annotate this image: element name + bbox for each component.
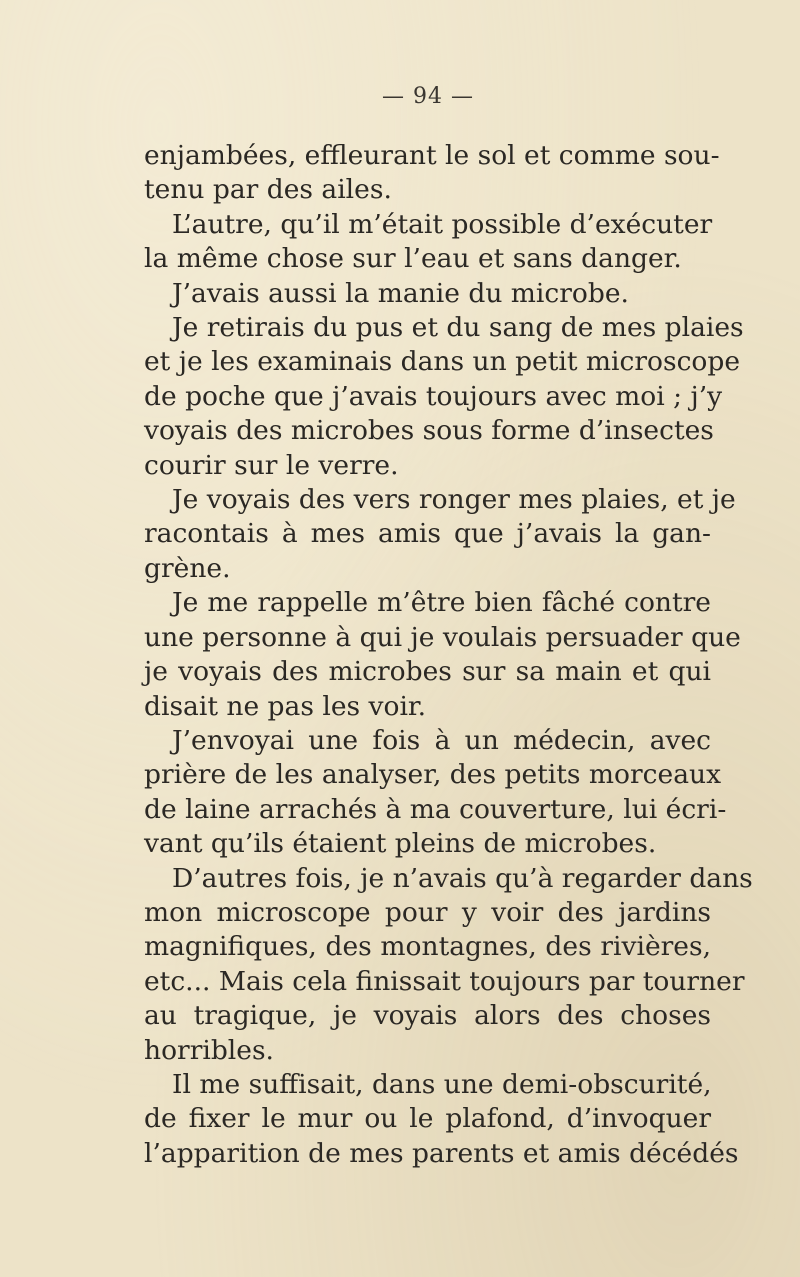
text-line: voyais des microbes sous forme d’insectes [144, 415, 714, 447]
text-line: racontais à mes amis que j’avais la gan- [144, 518, 711, 550]
text-line: Je voyais des vers ronger mes plaies, et je [172, 484, 736, 516]
text-line: D’autres fois, je n’avais qu’à regarder dans [172, 862, 753, 894]
text-line: Il me suffisait, dans une demi-obscurité, [172, 1068, 712, 1100]
text-line: prière de les analyser, des petits morceaux [144, 759, 722, 791]
text-line: au tragique, je voyais alors des choses [144, 1000, 711, 1032]
text-line: l’apparition de mes parents et amis décédés [144, 1137, 739, 1169]
text-line: enjambées, effleurant le sol et comme sou- [144, 140, 720, 171]
text-line: de fixer le mur ou le plafond, d’invoquer [144, 1103, 711, 1135]
text-line: etc... Mais cela finissait toujours par tourner [144, 965, 745, 997]
text-line: Je retirais du pus et du sang de mes plaies [172, 312, 744, 344]
text-line: je voyais des microbes sur sa main et qui [144, 656, 711, 688]
text-line: de poche que j’avais toujours avec moi ; j’y [144, 380, 723, 412]
text-line: Je me rappelle m’être bien fâché contre [172, 587, 711, 619]
text-line: courir sur le verre. [144, 449, 399, 481]
text-line: et je les examinais dans un petit microscope [144, 346, 741, 378]
text-line: magnifiques, des montagnes, des rivières, [144, 931, 711, 963]
text-line: mon microscope pour y voir des jardins [144, 896, 711, 928]
text-line: de laine arrachés à ma couverture, lui écri- [144, 793, 727, 825]
text-line: J’envoyai une fois à un médecin, avec [172, 724, 711, 756]
text-line: J’avais aussi la manie du microbe. [172, 277, 629, 309]
text-line: tenu par des ailes. [144, 174, 392, 206]
text-line: disait ne pas les voir. [144, 690, 427, 722]
text-line: L’autre, qu’il m’était possible d’exécuter [172, 208, 713, 240]
page-number: — 94 — [382, 84, 474, 109]
text-line: la même chose sur l’eau et sans danger. [144, 243, 682, 275]
text-line: grène. [144, 552, 231, 584]
text-line: une personne à qui je voulais persuader que [144, 621, 741, 653]
body-text [144, 139, 753, 1171]
text-line: vant qu’ils étaient pleins de microbes. [144, 828, 657, 860]
text-line: horribles. [144, 1034, 274, 1066]
